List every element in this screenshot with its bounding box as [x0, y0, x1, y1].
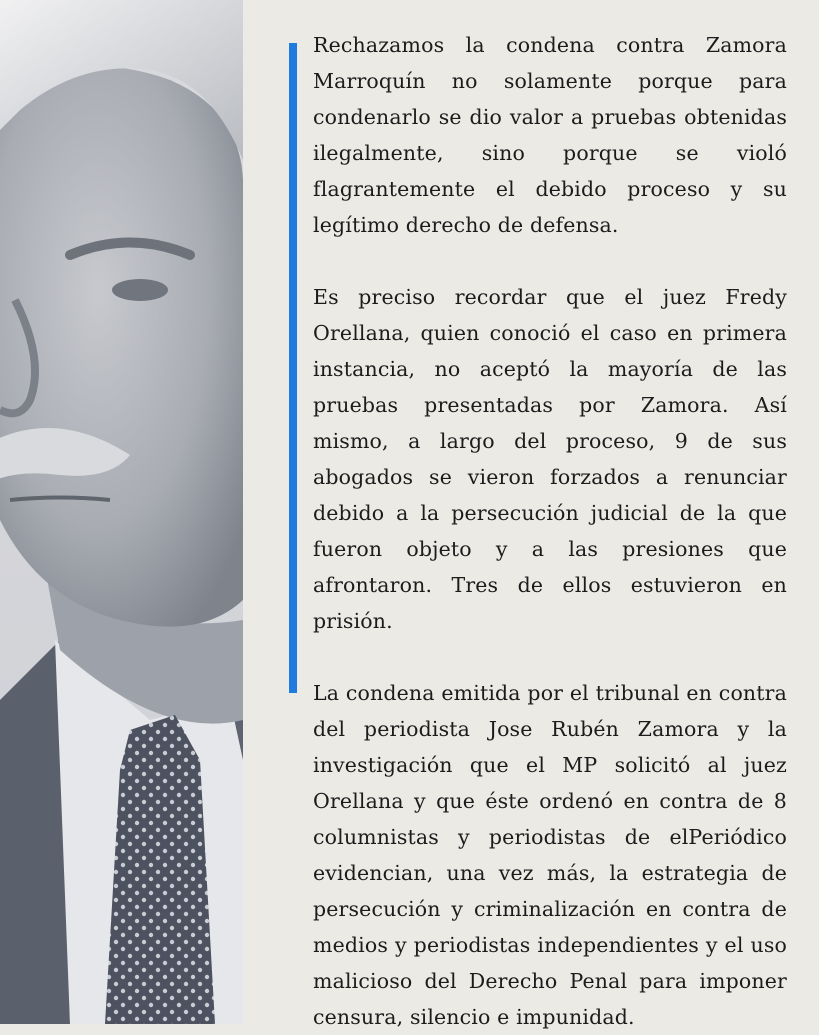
portrait-photo [0, 0, 243, 1024]
portrait-photo-icon [0, 0, 243, 1024]
paragraph-judge-orellana: Es preciso recordar que el juez Fredy Orellana, quien conoció el caso en primera instancia, no aceptó la mayoría de las pruebas presentadas por Zamora. Así mismo, a largo del proceso, 9 de sus abogados se vieron forzados a renunciar debido a la persecución judicial de la que fueron objeto y a las presiones que afrontaron. Tres de ellos estuvieron en prisión. [313, 285, 787, 633]
paragraph-persecution: La condena emitida por el tribunal en contra del periodista Jose Rubén Zamora y la investigación que el MP solicitó al juez Orellana y que éste ordenó en contra de 8 columnistas y periodistas de elPeriódico evidencian, una vez más, la estrategia de persecución y criminalización en contra de medios y periodistas independientes y el uso malicioso del Derecho Penal para imponer censura, silencio e impunidad. [313, 681, 787, 1029]
accent-bar [289, 43, 297, 693]
paragraph-condemnation: Rechazamos la condena contra Zamora Marroquín no solamente porque para condenarlo se dio valor a pruebas obtenidas ilegalmente, sino porque se violó flagrantemente el debido proceso y su legítimo derecho de defensa. [313, 33, 787, 237]
article-body [313, 27, 787, 1035]
